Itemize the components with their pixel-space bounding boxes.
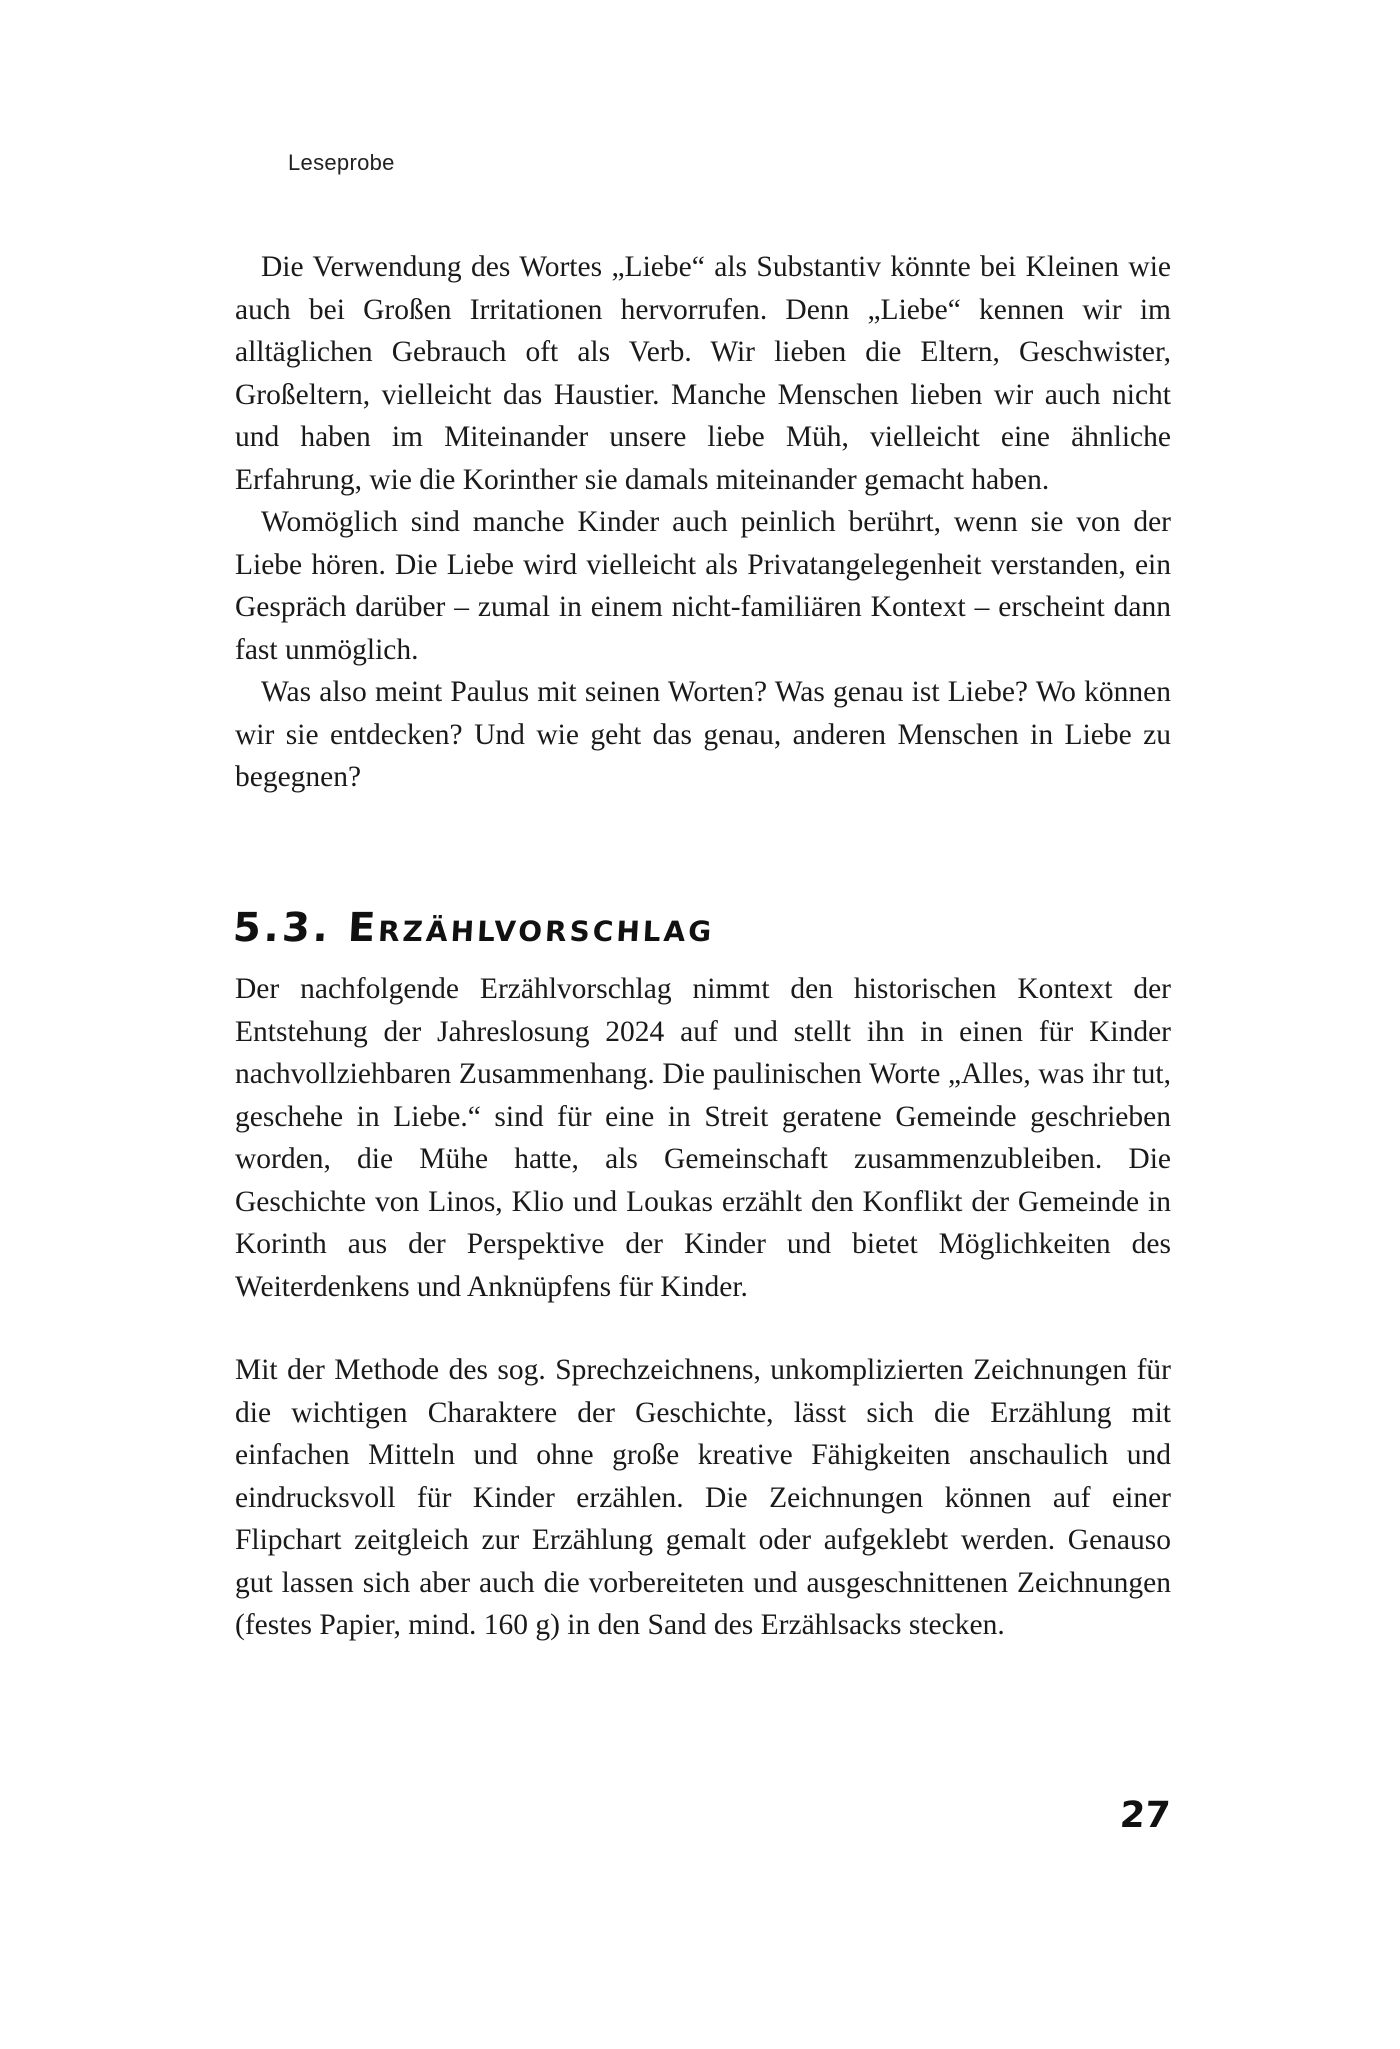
intro-paragraph: Was also meint Paulus mit seinen Worten? Was genau ist Liebe? Wo können wir sie entdecken? Und wie geht das genau, anderen Menschen in Liebe zu begegnen? xyxy=(235,676,1171,793)
story-paragraph: Der nachfolgende Erzählvorschlag nimmt den historischen Kontext der Entstehung der Jahreslosung 2024 auf und stellt ihn in einen für Kinder nachvollziehbaren Zusammenhang. Die paulinischen Worte „Alles, was ihr tut, geschehe in Liebe.“ sind für eine in Streit geratene Gemeinde geschrieben worden, die Mühe hatte, als Gemeinschaft zusammenzubleiben. Die Geschichte von Linos, Klio und Loukas erzählt den Konflikt der Gemeinde in Korinth aus der Perspektive der Kinder und bietet Möglichkeiten des Weiterdenkens und Anknüpfens für Kinder. xyxy=(235,973,1171,1303)
section-heading: 5.3. Erzählvorschlag xyxy=(231,905,716,952)
intro-section xyxy=(235,246,1171,799)
method-paragraph: Mit der Methode des sog. Sprechzeichnens, unkomplizierten Zeichnungen für die wichtigen Charaktere der Geschichte, lässt sich die Erzählung mit einfachen Mitteln und ohne große kreative Fähigkeiten anschaulich und eindrucksvoll für Kinder erzählen. Die Zeichnungen können auf einer Flipchart zeitgleich zur Erzählung gemalt oder aufgeklebt werden. Genauso gut lassen sich aber auch die vorbereiteten und ausgeschnittenen Zeichnungen (festes Papier, mind. 160 g) in den Sand des Erzählsacks stecken. xyxy=(235,1354,1171,1641)
page-number: 27 xyxy=(1118,1795,1172,1836)
story-section xyxy=(235,968,1171,1308)
intro-paragraph: Womöglich sind manche Kinder auch peinlich berührt, wenn sie von der Liebe hören. Die Liebe wird vielleicht als Privatangelegenheit verstanden, ein Gespräch darüber – zumal in einem nicht-familiären Kontext – erscheint dann fast unmöglich. xyxy=(235,506,1171,666)
intro-paragraph: Die Verwendung des Wortes „Liebe“ als Substantiv könnte bei Kleinen wie auch bei Großen Irritationen hervorrufen. Denn „Liebe“ kennen wir im alltäglichen Gebrauch oft als Verb. Wir lieben die Eltern, Geschwister, Großeltern, vielleicht das Haustier. Manche Menschen lieben wir auch nicht und haben im Miteinander unsere liebe Müh, vielleicht eine ähnliche Erfahrung, wie die Korinther sie damals miteinander gemacht haben. xyxy=(235,251,1171,496)
method-section xyxy=(235,1349,1171,1647)
running-head: Leseprobe xyxy=(288,150,395,175)
